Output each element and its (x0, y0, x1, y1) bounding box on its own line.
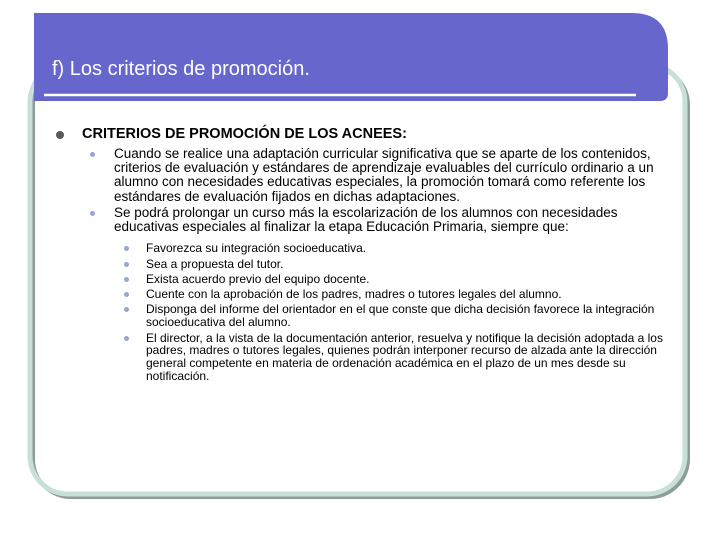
bullet-icon (124, 246, 129, 251)
bullet-icon (90, 211, 95, 216)
list-item (88, 147, 676, 204)
list-item (88, 206, 676, 234)
condition-text: Exista acuerdo previo del equipo docente. (146, 271, 370, 286)
bullet-icon (124, 292, 129, 297)
condition-item (120, 242, 676, 255)
bullet-icon (56, 131, 64, 139)
condition-text: El director, a la vista de la documentación anterior, resuelva y notifique la decisión adoptada a los padres, madres o tutores legales, quienes podrán interponer recurso de alzada ante la dirección general competente en materia de ordenación académica en el plazo de un mes desde su notificación. (146, 330, 663, 383)
list-item-text: Se podrá prolongar un curso más la escolarización de los alumnos con necesidades educativas especiales al finalizar la etapa Educación Primaria, siempre que: (114, 204, 618, 235)
condition-item (120, 273, 676, 286)
bullet-icon (124, 307, 129, 312)
bullet-icon (124, 262, 129, 267)
title-banner (34, 13, 668, 101)
condition-text: Favorezca su integración socioeducativa. (146, 241, 367, 256)
condition-item (120, 258, 676, 271)
slide-content (56, 126, 676, 383)
condition-item (120, 332, 676, 383)
condition-text: Disponga del informe del orientador en el que conste que dicha decisión favorece la integración socioeducativa del alumno. (146, 302, 655, 330)
list-item-text: Cuando se realice una adaptación curricular significativa que se aparte de los contenidos, criterios de evaluación y estándares de aprendizaje evaluables del currículo ordinario a un alumno con necesidades educativas especiales, la promoción tomará como referente los estándares de evaluación fijados en dichas adaptaciones. (114, 146, 654, 204)
slide-title: f) Los criterios de promoción. (52, 58, 310, 80)
section-heading: CRITERIOS DE PROMOCIÓN DE LOS ACNEES: (82, 126, 407, 142)
condition-item (120, 288, 676, 301)
condition-text: Cuente con la aprobación de los padres, madres o tutores legales del alumno. (146, 287, 562, 302)
condition-text: Sea a propuesta del tutor. (146, 256, 284, 271)
heading-bullet-item (56, 126, 676, 143)
bullet-icon (124, 336, 129, 341)
bullet-icon (90, 152, 95, 157)
condition-item (120, 303, 676, 329)
bullet-icon (124, 277, 129, 282)
